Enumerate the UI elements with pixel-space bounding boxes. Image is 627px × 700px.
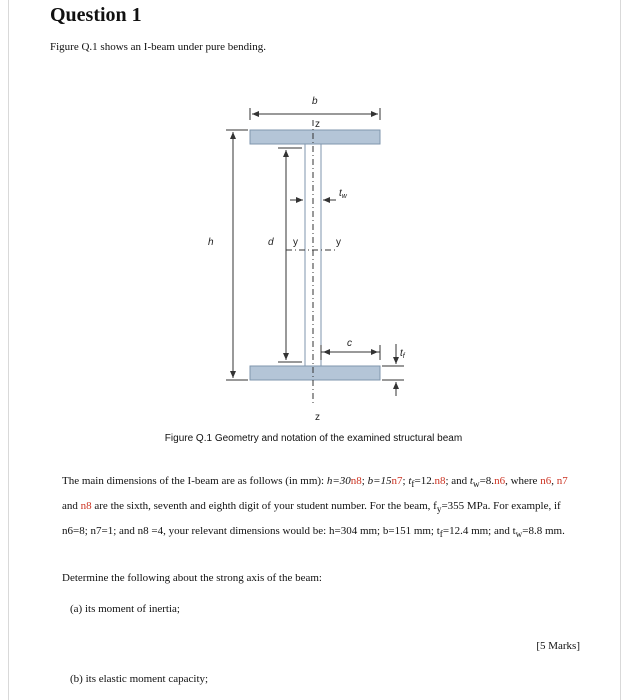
d-arrow-top: [283, 150, 289, 157]
c-arrow-right: [371, 349, 378, 355]
tf-arrow-top: [393, 357, 399, 364]
bottom-flange: [250, 366, 380, 380]
top-flange: [250, 130, 380, 144]
label-h: h: [208, 237, 214, 248]
c-arrow-left: [323, 349, 330, 355]
label-z-bottom: z: [315, 412, 320, 423]
part-a-text: (a) its moment of inertia;: [70, 603, 180, 615]
b-arrow-right: [371, 111, 378, 117]
h-arrow-bottom: [230, 371, 236, 378]
marks-label: [5 Marks]: [536, 640, 580, 652]
h-arrow-top: [230, 132, 236, 139]
label-d: d: [268, 237, 274, 248]
task-prompt: Determine the following about the strong axis of the beam:: [62, 572, 322, 584]
label-tf: $t_f$: [400, 348, 405, 360]
label-c: c: [347, 338, 352, 349]
figure-caption: Figure Q.1 Geometry and notation of the examined structural beam: [164, 433, 463, 444]
question-intro: Figure Q.1 shows an I-beam under pure bending.: [50, 41, 266, 53]
dimensions-paragraph: The main dimensions of the I-beam are as follows (in mm): h=30n8; b=15n7; $t_f=12.n8$; and $t_w=8.n6$, where n6, n7 and n8 are the sixth, seventh and eighth digit of your student number. For the beam, $f_y=355$ MPa. For example, if n6=8; n7=1; and n8 =4, your relevant dimensions would be: h=304 mm; b=151 mm; $t_f=12.4$ mm; and $t_w=8.8$ mm.: [62, 475, 568, 540]
label-z-top: z: [315, 119, 320, 130]
label-b: b: [312, 96, 318, 107]
label-tw: $t_w$: [339, 188, 347, 200]
b-arrow-left: [252, 111, 259, 117]
part-b-text: (b) its elastic moment capacity;: [70, 673, 209, 685]
tw-arrow-right: [323, 197, 330, 203]
label-y-left: y: [293, 237, 298, 248]
d-arrow-bottom: [283, 353, 289, 360]
tw-arrow-left: [296, 197, 303, 203]
tf-arrow-bottom: [393, 382, 399, 389]
label-y-right: y: [336, 237, 341, 248]
question-title: Question 1: [50, 4, 142, 26]
